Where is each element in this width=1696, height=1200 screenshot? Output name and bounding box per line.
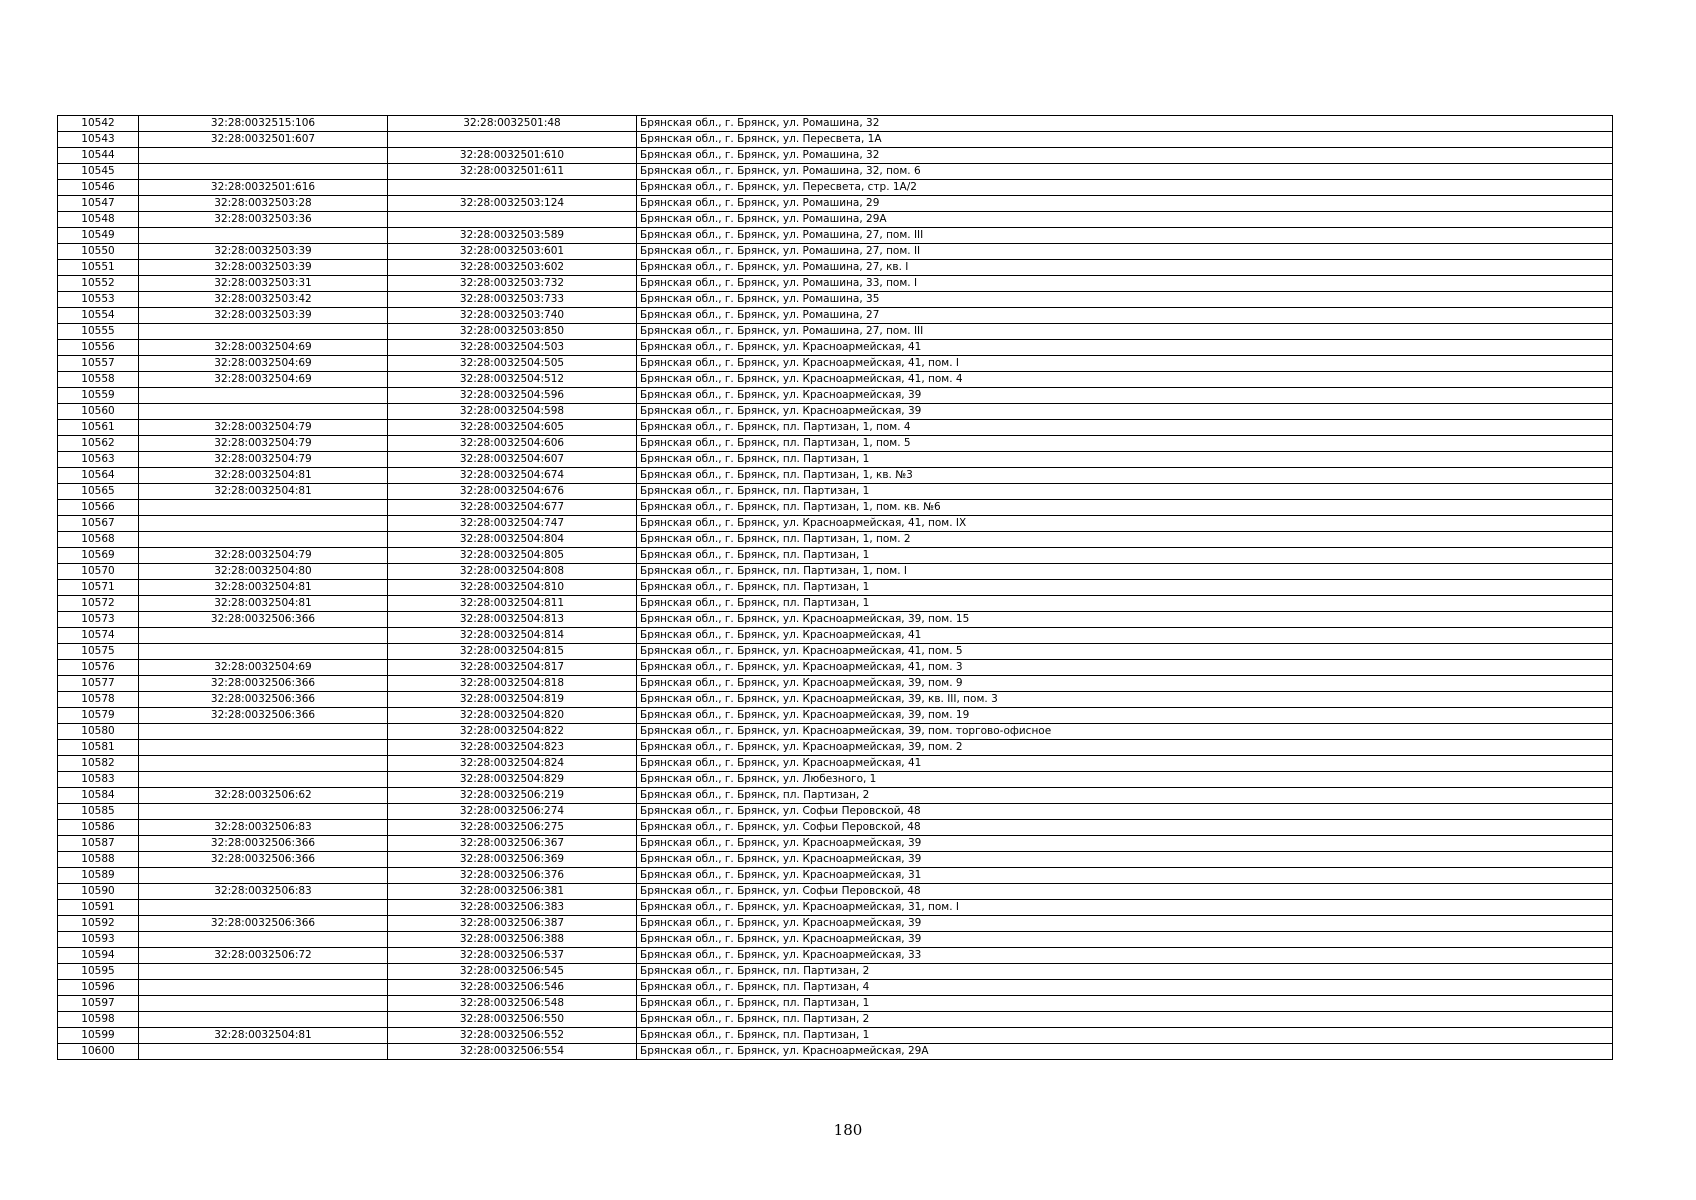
land-parcel-number-cell: 32:28:0032504:81 bbox=[139, 596, 388, 612]
address-cell: Брянская обл., г. Брянск, пл. Партизан, 1, пом. 2 bbox=[637, 532, 1613, 548]
address-cell: Брянская обл., г. Брянск, ул. Ромашина, 33, пом. I bbox=[637, 276, 1613, 292]
table-row bbox=[58, 932, 1613, 948]
row-number-cell: 10557 bbox=[58, 356, 139, 372]
table-row bbox=[58, 964, 1613, 980]
table-row bbox=[58, 308, 1613, 324]
row-number-cell: 10566 bbox=[58, 500, 139, 516]
address-cell: Брянская обл., г. Брянск, пл. Партизан, 1 bbox=[637, 996, 1613, 1012]
address-cell: Брянская обл., г. Брянск, ул. Красноармейская, 41, пом. IX bbox=[637, 516, 1613, 532]
object-number-cell: 32:28:0032506:550 bbox=[388, 1012, 637, 1028]
table-row bbox=[58, 340, 1613, 356]
object-number-cell: 32:28:0032504:596 bbox=[388, 388, 637, 404]
page-number: 180 bbox=[833, 1121, 863, 1139]
object-number-cell: 32:28:0032504:605 bbox=[388, 420, 637, 436]
row-number-cell: 10545 bbox=[58, 164, 139, 180]
object-number-cell: 32:28:0032506:376 bbox=[388, 868, 637, 884]
object-number-cell: 32:28:0032506:387 bbox=[388, 916, 637, 932]
address-cell: Брянская обл., г. Брянск, ул. Красноармейская, 31 bbox=[637, 868, 1613, 884]
table-row bbox=[58, 356, 1613, 372]
table-row bbox=[58, 260, 1613, 276]
table-row bbox=[58, 644, 1613, 660]
table-row bbox=[58, 372, 1613, 388]
table-row bbox=[58, 900, 1613, 916]
row-number-cell: 10567 bbox=[58, 516, 139, 532]
row-number-cell: 10563 bbox=[58, 452, 139, 468]
row-number-cell: 10555 bbox=[58, 324, 139, 340]
table-row bbox=[58, 116, 1613, 132]
address-cell: Брянская обл., г. Брянск, пл. Партизан, 2 bbox=[637, 1012, 1613, 1028]
address-cell: Брянская обл., г. Брянск, пл. Партизан, 1, пом. 4 bbox=[637, 420, 1613, 436]
address-cell: Брянская обл., г. Брянск, ул. Красноармейская, 41, пом. 4 bbox=[637, 372, 1613, 388]
table-row bbox=[58, 580, 1613, 596]
address-cell: Брянская обл., г. Брянск, ул. Красноармейская, 41 bbox=[637, 756, 1613, 772]
address-cell: Брянская обл., г. Брянск, ул. Ромашина, 32 bbox=[637, 148, 1613, 164]
address-cell: Брянская обл., г. Брянск, пл. Партизан, 4 bbox=[637, 980, 1613, 996]
object-number-cell: 32:28:0032504:804 bbox=[388, 532, 637, 548]
address-cell: Брянская обл., г. Брянск, ул. Красноармейская, 39 bbox=[637, 388, 1613, 404]
row-number-cell: 10556 bbox=[58, 340, 139, 356]
address-cell: Брянская обл., г. Брянск, ул. Красноармейская, 39 bbox=[637, 852, 1613, 868]
land-parcel-number-cell: 32:28:0032504:79 bbox=[139, 420, 388, 436]
object-number-cell: 32:28:0032504:813 bbox=[388, 612, 637, 628]
table-row bbox=[58, 1012, 1613, 1028]
address-cell: Брянская обл., г. Брянск, ул. Красноармейская, 41, пом. I bbox=[637, 356, 1613, 372]
land-parcel-number-cell bbox=[139, 964, 388, 980]
row-number-cell: 10553 bbox=[58, 292, 139, 308]
object-number-cell bbox=[388, 180, 637, 196]
table-row bbox=[58, 564, 1613, 580]
object-number-cell: 32:28:0032504:823 bbox=[388, 740, 637, 756]
land-parcel-number-cell: 32:28:0032506:366 bbox=[139, 916, 388, 932]
object-number-cell: 32:28:0032503:601 bbox=[388, 244, 637, 260]
land-parcel-number-cell bbox=[139, 628, 388, 644]
row-number-cell: 10585 bbox=[58, 804, 139, 820]
land-parcel-number-cell bbox=[139, 1012, 388, 1028]
address-cell: Брянская обл., г. Брянск, ул. Красноармейская, 39 bbox=[637, 932, 1613, 948]
table-row bbox=[58, 500, 1613, 516]
row-number-cell: 10586 bbox=[58, 820, 139, 836]
object-number-cell: 32:28:0032506:388 bbox=[388, 932, 637, 948]
land-parcel-number-cell: 32:28:0032506:366 bbox=[139, 708, 388, 724]
address-cell: Брянская обл., г. Брянск, ул. Софьи Перовской, 48 bbox=[637, 804, 1613, 820]
address-cell: Брянская обл., г. Брянск, пл. Партизан, 1 bbox=[637, 596, 1613, 612]
row-number-cell: 10600 bbox=[58, 1044, 139, 1060]
object-number-cell: 32:28:0032506:545 bbox=[388, 964, 637, 980]
address-cell: Брянская обл., г. Брянск, ул. Ромашина, 29 bbox=[637, 196, 1613, 212]
land-parcel-number-cell: 32:28:0032504:69 bbox=[139, 356, 388, 372]
object-number-cell: 32:28:0032501:48 bbox=[388, 116, 637, 132]
address-cell: Брянская обл., г. Брянск, ул. Любезного, 1 bbox=[637, 772, 1613, 788]
land-parcel-number-cell bbox=[139, 932, 388, 948]
table-row bbox=[58, 772, 1613, 788]
address-cell: Брянская обл., г. Брянск, пл. Партизан, 1, пом. 5 bbox=[637, 436, 1613, 452]
land-parcel-number-cell: 32:28:0032504:69 bbox=[139, 340, 388, 356]
object-number-cell: 32:28:0032504:674 bbox=[388, 468, 637, 484]
address-cell: Брянская обл., г. Брянск, ул. Красноармейская, 33 bbox=[637, 948, 1613, 964]
row-number-cell: 10562 bbox=[58, 436, 139, 452]
address-cell: Брянская обл., г. Брянск, ул. Ромашина, 27 bbox=[637, 308, 1613, 324]
row-number-cell: 10551 bbox=[58, 260, 139, 276]
land-parcel-number-cell bbox=[139, 404, 388, 420]
land-parcel-number-cell: 32:28:0032504:81 bbox=[139, 580, 388, 596]
address-cell: Брянская обл., г. Брянск, ул. Красноармейская, 39, пом. 19 bbox=[637, 708, 1613, 724]
address-cell: Брянская обл., г. Брянск, ул. Красноармейская, 41, пом. 3 bbox=[637, 660, 1613, 676]
address-cell: Брянская обл., г. Брянск, ул. Красноармейская, 41 bbox=[637, 628, 1613, 644]
object-number-cell: 32:28:0032504:512 bbox=[388, 372, 637, 388]
land-parcel-number-cell: 32:28:0032506:366 bbox=[139, 612, 388, 628]
address-cell: Брянская обл., г. Брянск, ул. Ромашина, 32, пом. 6 bbox=[637, 164, 1613, 180]
land-parcel-number-cell: 32:28:0032506:62 bbox=[139, 788, 388, 804]
table-row bbox=[58, 468, 1613, 484]
table-row bbox=[58, 388, 1613, 404]
table-row bbox=[58, 692, 1613, 708]
address-cell: Брянская обл., г. Брянск, ул. Красноармейская, 31, пом. I bbox=[637, 900, 1613, 916]
object-number-cell: 32:28:0032506:554 bbox=[388, 1044, 637, 1060]
row-number-cell: 10560 bbox=[58, 404, 139, 420]
land-parcel-number-cell: 32:28:0032504:81 bbox=[139, 468, 388, 484]
table-row bbox=[58, 628, 1613, 644]
address-cell: Брянская обл., г. Брянск, ул. Красноармейская, 39 bbox=[637, 836, 1613, 852]
address-cell: Брянская обл., г. Брянск, ул. Пересвета, стр. 1А/2 bbox=[637, 180, 1613, 196]
table-row bbox=[58, 788, 1613, 804]
row-number-cell: 10572 bbox=[58, 596, 139, 612]
land-parcel-number-cell bbox=[139, 324, 388, 340]
table-row bbox=[58, 804, 1613, 820]
land-parcel-number-cell: 32:28:0032503:39 bbox=[139, 244, 388, 260]
land-parcel-number-cell bbox=[139, 756, 388, 772]
table-row bbox=[58, 868, 1613, 884]
object-number-cell: 32:28:0032506:546 bbox=[388, 980, 637, 996]
object-number-cell: 32:28:0032504:814 bbox=[388, 628, 637, 644]
object-number-cell: 32:28:0032504:747 bbox=[388, 516, 637, 532]
object-number-cell: 32:28:0032504:818 bbox=[388, 676, 637, 692]
row-number-cell: 10548 bbox=[58, 212, 139, 228]
land-parcel-number-cell bbox=[139, 500, 388, 516]
row-number-cell: 10598 bbox=[58, 1012, 139, 1028]
object-number-cell bbox=[388, 132, 637, 148]
object-number-cell: 32:28:0032506:275 bbox=[388, 820, 637, 836]
object-number-cell bbox=[388, 212, 637, 228]
land-parcel-number-cell: 32:28:0032506:83 bbox=[139, 820, 388, 836]
table-row bbox=[58, 724, 1613, 740]
object-number-cell: 32:28:0032504:810 bbox=[388, 580, 637, 596]
table-row bbox=[58, 1028, 1613, 1044]
object-number-cell: 32:28:0032504:598 bbox=[388, 404, 637, 420]
land-parcel-number-cell: 32:28:0032504:80 bbox=[139, 564, 388, 580]
object-number-cell: 32:28:0032504:503 bbox=[388, 340, 637, 356]
table-row bbox=[58, 612, 1613, 628]
row-number-cell: 10543 bbox=[58, 132, 139, 148]
address-cell: Брянская обл., г. Брянск, ул. Красноармейская, 39 bbox=[637, 404, 1613, 420]
object-number-cell: 32:28:0032504:817 bbox=[388, 660, 637, 676]
table-row bbox=[58, 548, 1613, 564]
table-row bbox=[58, 708, 1613, 724]
land-parcel-number-cell: 32:28:0032504:79 bbox=[139, 548, 388, 564]
table-row bbox=[58, 756, 1613, 772]
address-cell: Брянская обл., г. Брянск, ул. Красноармейская, 29А bbox=[637, 1044, 1613, 1060]
table-row bbox=[58, 276, 1613, 292]
address-cell: Брянская обл., г. Брянск, пл. Партизан, 1, кв. №3 bbox=[637, 468, 1613, 484]
land-parcel-number-cell: 32:28:0032504:79 bbox=[139, 452, 388, 468]
table-row bbox=[58, 484, 1613, 500]
object-number-cell: 32:28:0032506:274 bbox=[388, 804, 637, 820]
row-number-cell: 10552 bbox=[58, 276, 139, 292]
land-parcel-number-cell bbox=[139, 516, 388, 532]
table-row bbox=[58, 452, 1613, 468]
row-number-cell: 10561 bbox=[58, 420, 139, 436]
object-number-cell: 32:28:0032506:219 bbox=[388, 788, 637, 804]
land-parcel-number-cell: 32:28:0032504:69 bbox=[139, 372, 388, 388]
row-number-cell: 10573 bbox=[58, 612, 139, 628]
row-number-cell: 10583 bbox=[58, 772, 139, 788]
land-parcel-number-cell bbox=[139, 532, 388, 548]
object-number-cell: 32:28:0032504:815 bbox=[388, 644, 637, 660]
object-number-cell: 32:28:0032504:820 bbox=[388, 708, 637, 724]
registry-table bbox=[57, 115, 1613, 1060]
object-number-cell: 32:28:0032506:381 bbox=[388, 884, 637, 900]
table-row bbox=[58, 180, 1613, 196]
row-number-cell: 10582 bbox=[58, 756, 139, 772]
row-number-cell: 10594 bbox=[58, 948, 139, 964]
address-cell: Брянская обл., г. Брянск, ул. Красноармейская, 39, пом. торгово-офисное bbox=[637, 724, 1613, 740]
object-number-cell: 32:28:0032504:805 bbox=[388, 548, 637, 564]
object-number-cell: 32:28:0032501:611 bbox=[388, 164, 637, 180]
table-row bbox=[58, 740, 1613, 756]
object-number-cell: 32:28:0032504:822 bbox=[388, 724, 637, 740]
address-cell: Брянская обл., г. Брянск, ул. Красноармейская, 39 bbox=[637, 916, 1613, 932]
address-cell: Брянская обл., г. Брянск, ул. Ромашина, 27, кв. I bbox=[637, 260, 1613, 276]
object-number-cell: 32:28:0032504:505 bbox=[388, 356, 637, 372]
land-parcel-number-cell: 32:28:0032503:39 bbox=[139, 308, 388, 324]
land-parcel-number-cell: 32:28:0032506:366 bbox=[139, 836, 388, 852]
address-cell: Брянская обл., г. Брянск, пл. Партизан, 1, пом. I bbox=[637, 564, 1613, 580]
row-number-cell: 10547 bbox=[58, 196, 139, 212]
land-parcel-number-cell: 32:28:0032503:28 bbox=[139, 196, 388, 212]
address-cell: Брянская обл., г. Брянск, ул. Красноармейская, 39, пом. 15 bbox=[637, 612, 1613, 628]
table-row bbox=[58, 820, 1613, 836]
land-parcel-number-cell bbox=[139, 1044, 388, 1060]
address-cell: Брянская обл., г. Брянск, ул. Ромашина, 29А bbox=[637, 212, 1613, 228]
object-number-cell: 32:28:0032503:589 bbox=[388, 228, 637, 244]
row-number-cell: 10564 bbox=[58, 468, 139, 484]
address-cell: Брянская обл., г. Брянск, ул. Ромашина, 27, пом. III bbox=[637, 228, 1613, 244]
registry-table-body bbox=[58, 116, 1613, 1060]
table-row bbox=[58, 404, 1613, 420]
table-row bbox=[58, 836, 1613, 852]
table-row bbox=[58, 420, 1613, 436]
table-row bbox=[58, 292, 1613, 308]
object-number-cell: 32:28:0032503:740 bbox=[388, 308, 637, 324]
address-cell: Брянская обл., г. Брянск, пл. Партизан, 1 bbox=[637, 580, 1613, 596]
row-number-cell: 10571 bbox=[58, 580, 139, 596]
row-number-cell: 10565 bbox=[58, 484, 139, 500]
row-number-cell: 10569 bbox=[58, 548, 139, 564]
land-parcel-number-cell: 32:28:0032506:366 bbox=[139, 852, 388, 868]
land-parcel-number-cell: 32:28:0032504:81 bbox=[139, 1028, 388, 1044]
table-row bbox=[58, 884, 1613, 900]
row-number-cell: 10580 bbox=[58, 724, 139, 740]
land-parcel-number-cell: 32:28:0032503:36 bbox=[139, 212, 388, 228]
row-number-cell: 10590 bbox=[58, 884, 139, 900]
address-cell: Брянская обл., г. Брянск, ул. Ромашина, 32 bbox=[637, 116, 1613, 132]
land-parcel-number-cell: 32:28:0032501:607 bbox=[139, 132, 388, 148]
object-number-cell: 32:28:0032506:548 bbox=[388, 996, 637, 1012]
object-number-cell: 32:28:0032504:824 bbox=[388, 756, 637, 772]
row-number-cell: 10542 bbox=[58, 116, 139, 132]
table-row bbox=[58, 1044, 1613, 1060]
table-row bbox=[58, 324, 1613, 340]
table-row bbox=[58, 660, 1613, 676]
row-number-cell: 10584 bbox=[58, 788, 139, 804]
row-number-cell: 10559 bbox=[58, 388, 139, 404]
address-cell: Брянская обл., г. Брянск, ул. Красноармейская, 39, пом. 2 bbox=[637, 740, 1613, 756]
address-cell: Брянская обл., г. Брянск, пл. Партизан, 2 bbox=[637, 788, 1613, 804]
land-parcel-number-cell bbox=[139, 980, 388, 996]
row-number-cell: 10592 bbox=[58, 916, 139, 932]
row-number-cell: 10581 bbox=[58, 740, 139, 756]
address-cell: Брянская обл., г. Брянск, ул. Красноармейская, 41, пом. 5 bbox=[637, 644, 1613, 660]
land-parcel-number-cell: 32:28:0032504:79 bbox=[139, 436, 388, 452]
table-row bbox=[58, 948, 1613, 964]
land-parcel-number-cell: 32:28:0032515:106 bbox=[139, 116, 388, 132]
address-cell: Брянская обл., г. Брянск, ул. Ромашина, 27, пом. III bbox=[637, 324, 1613, 340]
row-number-cell: 10550 bbox=[58, 244, 139, 260]
land-parcel-number-cell bbox=[139, 148, 388, 164]
object-number-cell: 32:28:0032503:733 bbox=[388, 292, 637, 308]
table-row bbox=[58, 228, 1613, 244]
row-number-cell: 10577 bbox=[58, 676, 139, 692]
row-number-cell: 10570 bbox=[58, 564, 139, 580]
object-number-cell: 32:28:0032504:819 bbox=[388, 692, 637, 708]
table-row bbox=[58, 980, 1613, 996]
table-row bbox=[58, 196, 1613, 212]
row-number-cell: 10576 bbox=[58, 660, 139, 676]
object-number-cell: 32:28:0032504:829 bbox=[388, 772, 637, 788]
row-number-cell: 10579 bbox=[58, 708, 139, 724]
table-row bbox=[58, 676, 1613, 692]
object-number-cell: 32:28:0032503:850 bbox=[388, 324, 637, 340]
land-parcel-number-cell bbox=[139, 228, 388, 244]
object-number-cell: 32:28:0032504:607 bbox=[388, 452, 637, 468]
address-cell: Брянская обл., г. Брянск, ул. Пересвета, 1А bbox=[637, 132, 1613, 148]
address-cell: Брянская обл., г. Брянск, ул. Ромашина, 35 bbox=[637, 292, 1613, 308]
object-number-cell: 32:28:0032504:811 bbox=[388, 596, 637, 612]
row-number-cell: 10597 bbox=[58, 996, 139, 1012]
land-parcel-number-cell bbox=[139, 740, 388, 756]
address-cell: Брянская обл., г. Брянск, пл. Партизан, 1 bbox=[637, 1028, 1613, 1044]
object-number-cell: 32:28:0032506:537 bbox=[388, 948, 637, 964]
object-number-cell: 32:28:0032506:552 bbox=[388, 1028, 637, 1044]
row-number-cell: 10574 bbox=[58, 628, 139, 644]
row-number-cell: 10544 bbox=[58, 148, 139, 164]
land-parcel-number-cell bbox=[139, 804, 388, 820]
row-number-cell: 10568 bbox=[58, 532, 139, 548]
table-row bbox=[58, 532, 1613, 548]
row-number-cell: 10554 bbox=[58, 308, 139, 324]
row-number-cell: 10575 bbox=[58, 644, 139, 660]
table-row bbox=[58, 996, 1613, 1012]
land-parcel-number-cell bbox=[139, 644, 388, 660]
object-number-cell: 32:28:0032503:602 bbox=[388, 260, 637, 276]
row-number-cell: 10546 bbox=[58, 180, 139, 196]
land-parcel-number-cell: 32:28:0032501:616 bbox=[139, 180, 388, 196]
address-cell: Брянская обл., г. Брянск, ул. Красноармейская, 39, кв. III, пом. 3 bbox=[637, 692, 1613, 708]
table-row bbox=[58, 212, 1613, 228]
row-number-cell: 10593 bbox=[58, 932, 139, 948]
land-parcel-number-cell bbox=[139, 724, 388, 740]
object-number-cell: 32:28:0032504:606 bbox=[388, 436, 637, 452]
object-number-cell: 32:28:0032504:677 bbox=[388, 500, 637, 516]
row-number-cell: 10595 bbox=[58, 964, 139, 980]
land-parcel-number-cell bbox=[139, 772, 388, 788]
land-parcel-number-cell: 32:28:0032503:39 bbox=[139, 260, 388, 276]
table-row bbox=[58, 244, 1613, 260]
land-parcel-number-cell: 32:28:0032506:72 bbox=[139, 948, 388, 964]
object-number-cell: 32:28:0032506:369 bbox=[388, 852, 637, 868]
table-row bbox=[58, 436, 1613, 452]
address-cell: Брянская обл., г. Брянск, пл. Партизан, 1 bbox=[637, 484, 1613, 500]
address-cell: Брянская обл., г. Брянск, пл. Партизан, 2 bbox=[637, 964, 1613, 980]
land-parcel-number-cell bbox=[139, 868, 388, 884]
address-cell: Брянская обл., г. Брянск, пл. Партизан, 1 bbox=[637, 548, 1613, 564]
land-parcel-number-cell bbox=[139, 900, 388, 916]
land-parcel-number-cell bbox=[139, 388, 388, 404]
object-number-cell: 32:28:0032504:676 bbox=[388, 484, 637, 500]
address-cell: Брянская обл., г. Брянск, ул. Ромашина, 27, пом. II bbox=[637, 244, 1613, 260]
object-number-cell: 32:28:0032503:732 bbox=[388, 276, 637, 292]
row-number-cell: 10591 bbox=[58, 900, 139, 916]
table-row bbox=[58, 916, 1613, 932]
object-number-cell: 32:28:0032506:383 bbox=[388, 900, 637, 916]
land-parcel-number-cell: 32:28:0032506:366 bbox=[139, 692, 388, 708]
address-cell: Брянская обл., г. Брянск, ул. Софьи Перовской, 48 bbox=[637, 820, 1613, 836]
address-cell: Брянская обл., г. Брянск, пл. Партизан, 1, пом. кв. №6 bbox=[637, 500, 1613, 516]
land-parcel-number-cell: 32:28:0032504:69 bbox=[139, 660, 388, 676]
address-cell: Брянская обл., г. Брянск, ул. Красноармейская, 41 bbox=[637, 340, 1613, 356]
land-parcel-number-cell bbox=[139, 164, 388, 180]
table-row bbox=[58, 516, 1613, 532]
table-row bbox=[58, 164, 1613, 180]
row-number-cell: 10558 bbox=[58, 372, 139, 388]
land-parcel-number-cell bbox=[139, 996, 388, 1012]
table-row bbox=[58, 132, 1613, 148]
land-parcel-number-cell: 32:28:0032506:366 bbox=[139, 676, 388, 692]
land-parcel-number-cell: 32:28:0032503:42 bbox=[139, 292, 388, 308]
address-cell: Брянская обл., г. Брянск, ул. Красноармейская, 39, пом. 9 bbox=[637, 676, 1613, 692]
row-number-cell: 10578 bbox=[58, 692, 139, 708]
object-number-cell: 32:28:0032504:808 bbox=[388, 564, 637, 580]
table-row bbox=[58, 596, 1613, 612]
row-number-cell: 10588 bbox=[58, 852, 139, 868]
address-cell: Брянская обл., г. Брянск, пл. Партизан, 1 bbox=[637, 452, 1613, 468]
table-row bbox=[58, 852, 1613, 868]
address-cell: Брянская обл., г. Брянск, ул. Софьи Перовской, 48 bbox=[637, 884, 1613, 900]
object-number-cell: 32:28:0032506:367 bbox=[388, 836, 637, 852]
row-number-cell: 10596 bbox=[58, 980, 139, 996]
object-number-cell: 32:28:0032501:610 bbox=[388, 148, 637, 164]
table-row bbox=[58, 148, 1613, 164]
row-number-cell: 10589 bbox=[58, 868, 139, 884]
row-number-cell: 10549 bbox=[58, 228, 139, 244]
land-parcel-number-cell: 32:28:0032503:31 bbox=[139, 276, 388, 292]
row-number-cell: 10587 bbox=[58, 836, 139, 852]
land-parcel-number-cell: 32:28:0032504:81 bbox=[139, 484, 388, 500]
land-parcel-number-cell: 32:28:0032506:83 bbox=[139, 884, 388, 900]
row-number-cell: 10599 bbox=[58, 1028, 139, 1044]
object-number-cell: 32:28:0032503:124 bbox=[388, 196, 637, 212]
